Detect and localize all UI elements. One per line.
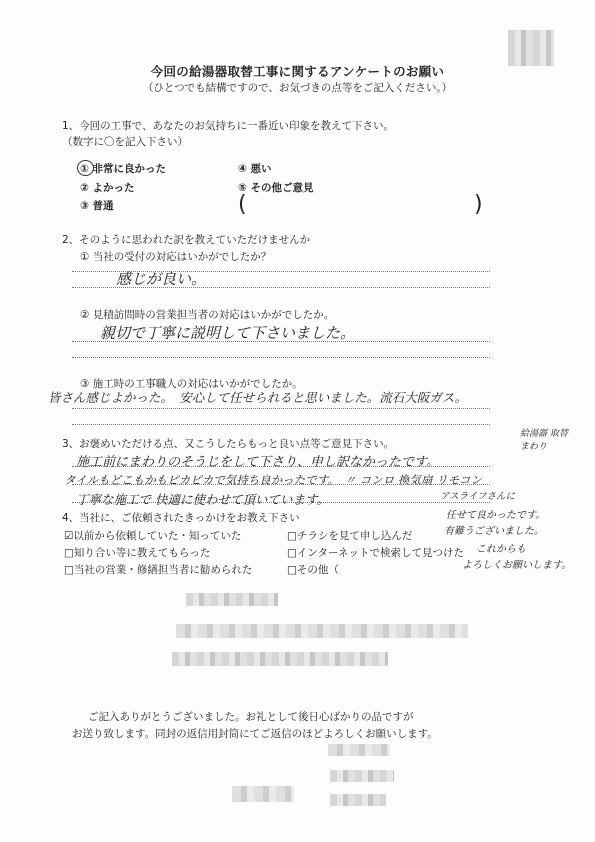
q2-sub3: ③ 施工時の工事職人の対応はいかがでしたか。 (80, 378, 303, 390)
redacted-customer-address (176, 624, 468, 638)
q2-answer2: 親切で丁寧に説明して下さいました。 (100, 324, 356, 342)
q4-option-other[interactable]: □その他（ (287, 564, 339, 576)
answer-line (72, 466, 490, 467)
q4-option-flyer[interactable]: □チラシを見て申し込んだ (287, 530, 413, 542)
q3-side-note-5: よろしくお願いします。 (462, 560, 572, 571)
q4-option-internet[interactable]: □インターネットで検索して見つけた (287, 547, 464, 559)
q3-side-note-1: アスライフさんに (440, 491, 516, 502)
q3-side-note-2: 任せて良かったです。 (446, 510, 546, 521)
q1-option-3[interactable]: ③ 普通 (80, 200, 114, 212)
q4-option-existing-customer[interactable]: ☑以前から依頼していた・知っていた (64, 530, 242, 542)
q1-other-paren-open: ( (238, 192, 247, 217)
q1-option-5[interactable]: ⑤ その他ご意見 (238, 182, 314, 194)
q3-question: 3、お褒めいただける点、又こうしたらもっと良い点等ご意見下さい。 (62, 438, 395, 450)
q4-option-sales-staff[interactable]: □当社の営業・修繕担当者に勧められた (64, 564, 253, 576)
q4-question: 4、当社に、ご依頼されたきっかけをお教え下さい (62, 512, 300, 524)
redacted-signature (232, 786, 294, 802)
q1-option-4[interactable]: ④ 悪い (238, 163, 272, 175)
q3-side-note-4: これからも (476, 544, 526, 555)
redacted-customer-id (186, 593, 278, 606)
answer-line (72, 271, 490, 272)
q1-instruction: （数字に〇を記入下さい） (62, 136, 188, 148)
q1-option-1[interactable]: ① 非常に良かった (80, 163, 167, 175)
q2-sub2: ② 見積訪問時の営業担当者の対応はいかがでしたか。 (80, 309, 335, 321)
answer-line (72, 341, 490, 342)
q2-sub1: ① 当社の受付の対応はいかがでしたか？ (80, 251, 272, 263)
redacted-company-phone (330, 794, 386, 806)
footer-thanks-line2: お送り致します。同封の返信用封筒にてご返信のほどよろしくお願いします。 (72, 728, 438, 740)
q3-answer-line1: 施工前にまわりのそうじをして下さり、申し訳なかったです。 (76, 455, 439, 470)
answer-line (72, 287, 490, 288)
answer-line (72, 424, 490, 425)
footer-thanks-line1: ご記入ありがとうございました。お礼として後日心ばかりの品ですが (88, 711, 414, 723)
q4-option-referral[interactable]: □知り合い等に教えてもらった (64, 547, 211, 559)
q3-answer-line2: タイルもどこもかもピカピカで気持ち良かったです。 〃 コンロ 換気扇 リモコン (64, 473, 483, 487)
q2-answer3: 皆さん感じよかった。 安心して任せられると思いました。流石大阪ガス。 (48, 390, 468, 405)
q3-answer-line3: 丁寧な施工で 快適に使わせて頂いています。 (76, 492, 329, 507)
redacted-company-address (330, 770, 394, 782)
answer-line (72, 484, 490, 485)
q3-margin-note: 給湯器 取替 まわり (520, 429, 568, 452)
q1-other-paren-close: ) (474, 192, 483, 217)
q2-answer1: 感じが良い。 (116, 270, 207, 288)
redacted-stamp (508, 30, 554, 66)
q2-question: 2、そのように思われた訳を教えていただけませんか (62, 234, 311, 246)
answer-line (72, 502, 490, 503)
redacted-customer-name (172, 652, 388, 666)
redacted-company-name (328, 744, 390, 756)
page-title: 今回の給湯器取替工事に関するアンケートのお願い (150, 64, 445, 79)
q3-side-note-3: 有難うございました。 (444, 526, 544, 537)
page-subtitle: （ひとつでも結構ですので、お気づきの点等をご記入ください。） (142, 82, 453, 94)
q1-question: 1、今回の工事で、あなたのお気持ちに一番近い印象を教えて下さい。 (62, 120, 394, 132)
q1-option-2[interactable]: ② よかった (80, 182, 135, 194)
answer-line (72, 408, 490, 409)
answer-line (72, 357, 490, 358)
